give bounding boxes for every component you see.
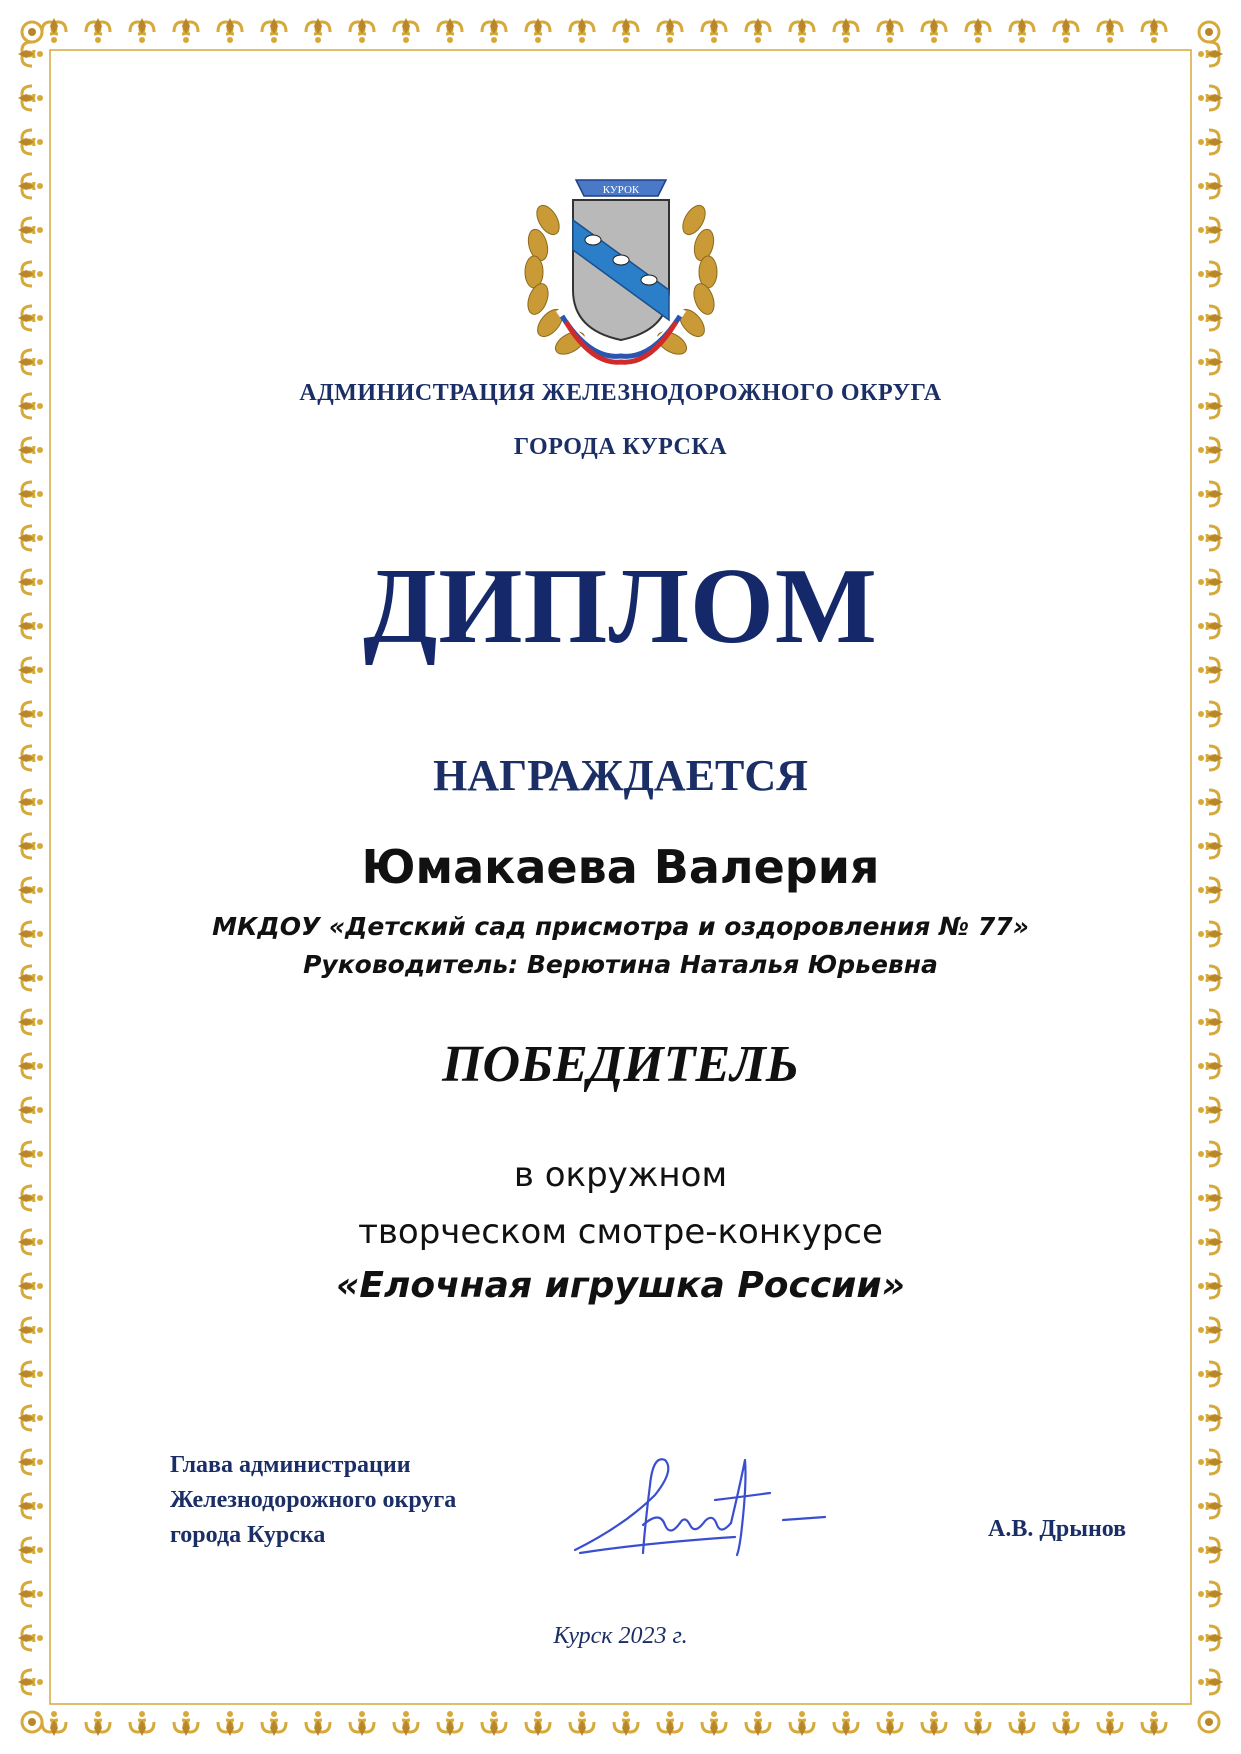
frame-scroll-motif <box>526 1711 550 1736</box>
frame-scroll-motif <box>86 18 110 43</box>
frame-scroll-motif <box>1098 1711 1122 1736</box>
org-name-line2: ГОРОДА КУРСКА <box>513 434 728 460</box>
description-line1: в окружном <box>513 1155 728 1195</box>
frame-scroll-motif <box>18 1098 43 1122</box>
frame-scroll-motif <box>1010 1711 1034 1736</box>
frame-corner-center <box>28 28 36 36</box>
frame-scroll-motif <box>1142 1711 1166 1736</box>
frame-scroll-motif <box>18 1010 43 1034</box>
frame-scroll-motif <box>922 18 946 43</box>
frame-scroll-motif <box>1198 262 1223 286</box>
frame-scroll-motif <box>18 262 43 286</box>
frame-scroll-motif <box>18 1538 43 1562</box>
frame-scroll-motif <box>18 350 43 374</box>
handwritten-signature <box>565 1425 840 1570</box>
frame-scroll-motif <box>570 18 594 43</box>
recipient-name: Юмакаева Валерия <box>361 840 880 894</box>
frame-scroll-motif <box>1054 18 1078 43</box>
frame-scroll-motif <box>218 18 242 43</box>
frame-scroll-motif <box>1198 174 1223 198</box>
frame-scroll-motif <box>42 1711 66 1736</box>
frame-scroll-motif <box>18 1362 43 1386</box>
frame-scroll-motif <box>350 1711 374 1736</box>
frame-scroll-motif <box>834 18 858 43</box>
frame-scroll-motif <box>702 18 726 43</box>
frame-scroll-motif <box>306 1711 330 1736</box>
crown-ribbon <box>576 180 666 196</box>
frame-scroll-motif <box>394 18 418 43</box>
frame-scroll-motif <box>18 1494 43 1518</box>
frame-scroll-motif <box>526 18 550 43</box>
frame-scroll-motif <box>482 1711 506 1736</box>
frame-scroll-motif <box>1198 1450 1223 1474</box>
frame-scroll-motif <box>1198 86 1223 110</box>
contest-name: «Елочная игрушка России» <box>335 1265 906 1306</box>
frame-scroll-motif <box>130 1711 154 1736</box>
frame-scroll-motif <box>746 18 770 43</box>
frame-scroll-motif <box>1098 18 1122 43</box>
frame-scroll-motif <box>1054 1711 1078 1736</box>
frame-scroll-motif <box>1198 1582 1223 1606</box>
frame-scroll-motif <box>18 1450 43 1474</box>
frame-scroll-motif <box>834 1711 858 1736</box>
org-name-line1: АДМИНИСТРАЦИЯ ЖЕЛЕЗНОДОРОЖНОГО ОКРУГА <box>299 380 942 406</box>
winner-status: ПОБЕДИТЕЛЬ <box>442 1036 799 1093</box>
frame-scroll-motif <box>1010 18 1034 43</box>
signatory-title <box>170 1448 456 1553</box>
frame-scroll-motif <box>1198 350 1223 374</box>
frame-scroll-motif <box>350 18 374 43</box>
frame-scroll-motif <box>1198 1494 1223 1518</box>
frame-scroll-motif <box>1198 1362 1223 1386</box>
frame-scroll-motif <box>878 18 902 43</box>
diploma-title: ДИПЛОМ <box>363 547 878 666</box>
frame-corner-center <box>1205 1718 1213 1726</box>
frame-scroll-motif <box>790 1711 814 1736</box>
frame-scroll-motif <box>42 18 66 43</box>
frame-scroll-motif <box>1198 42 1223 66</box>
frame-corner-center <box>28 1718 36 1726</box>
frame-scroll-motif <box>1142 18 1166 43</box>
frame-scroll-motif <box>966 1711 990 1736</box>
frame-scroll-motif <box>86 1711 110 1736</box>
frame-scroll-motif <box>130 18 154 43</box>
frame-scroll-motif <box>966 18 990 43</box>
frame-scroll-motif <box>1198 482 1223 506</box>
frame-scroll-motif <box>746 1711 770 1736</box>
frame-scroll-motif <box>262 1711 286 1736</box>
frame-scroll-motif <box>438 18 462 43</box>
supervisor-name: Руководитель: Верютина Наталья Юрьевна <box>303 950 938 979</box>
frame-scroll-motif <box>1198 1670 1223 1694</box>
frame-scroll-motif <box>218 1711 242 1736</box>
frame-scroll-motif <box>1198 1318 1223 1342</box>
frame-corner-center <box>1205 28 1213 36</box>
frame-scroll-motif <box>1198 218 1223 242</box>
frame-scroll-motif <box>878 1711 902 1736</box>
frame-scroll-motif <box>702 1711 726 1736</box>
frame-scroll-motif <box>1198 1538 1223 1562</box>
frame-scroll-motif <box>1198 130 1223 154</box>
place-and-year: Курск 2023 г. <box>553 1623 688 1649</box>
frame-scroll-motif <box>570 1711 594 1736</box>
frame-scroll-motif <box>18 1670 43 1694</box>
frame-scroll-motif <box>174 18 198 43</box>
frame-scroll-motif <box>18 42 43 66</box>
ribbon-text: КУРОК <box>602 184 640 196</box>
frame-scroll-motif <box>306 18 330 43</box>
frame-scroll-motif <box>18 1318 43 1342</box>
frame-scroll-motif <box>18 174 43 198</box>
frame-scroll-motif <box>1198 306 1223 330</box>
frame-scroll-motif <box>18 86 43 110</box>
frame-scroll-motif <box>790 18 814 43</box>
institution-name: МКДОУ «Детский сад присмотра и оздоровления № 77» <box>212 912 1029 941</box>
signatory-title-line3: города Курска <box>170 1522 326 1548</box>
frame-scroll-motif <box>18 1406 43 1430</box>
frame-scroll-motif <box>614 1711 638 1736</box>
frame-scroll-motif <box>658 18 682 43</box>
frame-scroll-motif <box>18 702 43 726</box>
awarded-label: НАГРАЖДАЕТСЯ <box>433 751 808 800</box>
frame-scroll-motif <box>658 1711 682 1736</box>
frame-scroll-motif <box>262 18 286 43</box>
frame-scroll-motif <box>1198 1406 1223 1430</box>
frame-scroll-motif <box>394 1711 418 1736</box>
signatory-title-line1: Глава администрации <box>170 1452 411 1478</box>
frame-scroll-motif <box>18 306 43 330</box>
signatory-name: А.В. Дрынов <box>988 1516 1127 1542</box>
frame-scroll-motif <box>482 18 506 43</box>
frame-scroll-motif <box>438 1711 462 1736</box>
frame-scroll-motif <box>1198 702 1223 726</box>
frame-scroll-motif <box>18 1582 43 1606</box>
frame-scroll-motif <box>174 1711 198 1736</box>
frame-scroll-motif <box>1198 1010 1223 1034</box>
signatory-title-line2: Железнодорожного округа <box>170 1487 457 1513</box>
frame-scroll-motif <box>18 218 43 242</box>
frame-scroll-motif <box>1198 1098 1223 1122</box>
frame-scroll-motif <box>922 1711 946 1736</box>
frame-scroll-motif <box>614 18 638 43</box>
frame-scroll-motif <box>18 130 43 154</box>
description-line2: творческом смотре-конкурсе <box>358 1212 883 1252</box>
frame-scroll-motif <box>18 482 43 506</box>
kursk-coat-of-arms-icon <box>518 160 724 366</box>
